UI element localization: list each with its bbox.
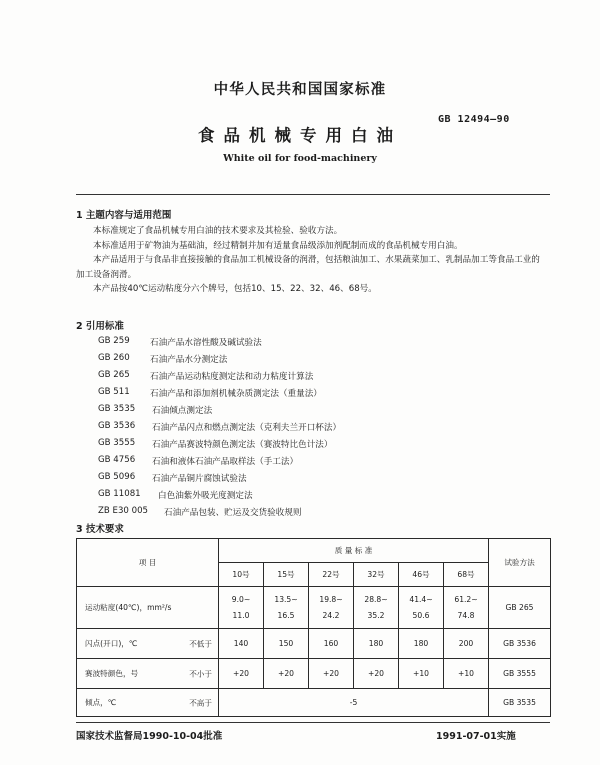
value-min: 9.0~	[231, 594, 251, 604]
method-cell: GB 3536	[489, 629, 551, 659]
value-min: 19.8~	[319, 594, 343, 604]
scope-paragraph: 本产品按40℃运动粘度分六个牌号，包括10、15、22、32、46、68号。	[93, 284, 377, 294]
document-subtitle: White oil for food-machinery	[223, 153, 377, 164]
reference-title: 石油产品水溶性酸及碱试验法	[150, 338, 262, 348]
spec-table	[76, 538, 551, 717]
value-cell	[444, 587, 489, 629]
value-max: 11.0	[232, 610, 250, 620]
reference-title: 石油倾点测定法	[152, 406, 213, 416]
section-heading-technical: 3 技术要求	[76, 524, 124, 535]
merged-value-cell: -5	[219, 689, 489, 717]
value-cell: +10	[399, 659, 444, 689]
method-cell: GB 265	[489, 587, 551, 629]
value-cell: +10	[444, 659, 489, 689]
property-label: 闪点(开口)，℃	[85, 639, 138, 648]
property-cell	[77, 689, 219, 717]
table-row	[77, 659, 551, 689]
scope-body	[76, 224, 548, 297]
value-cell: 150	[264, 629, 309, 659]
property-label: 运动粘度(40℃)，mm²/s	[85, 603, 172, 612]
reference-code: GB 5096	[98, 472, 136, 482]
property-cell	[77, 587, 219, 629]
table-row	[77, 689, 551, 717]
item-header: 项 目	[77, 539, 219, 587]
property-cell	[77, 629, 219, 659]
scope-paragraph: 本产品适用于与食品非直接接触的食品加工机械设备的润滑，包括粮油加工、水果蔬菜加工、乳制品加工等食品工业的加工设备润滑。	[76, 255, 540, 280]
reference-code: GB 3535	[98, 404, 136, 414]
value-min: 41.4~	[409, 594, 433, 604]
table-row	[77, 587, 551, 629]
value-cell: 180	[399, 629, 444, 659]
reference-title: 石油和液体石油产品取样法（手工法）	[152, 457, 299, 467]
standard-code: GB 12494—90	[438, 114, 510, 125]
quality-header: 质 量 标 准	[219, 539, 489, 563]
scope-paragraph: 本标准适用于矿物油为基础油，经过精制并加有适量食品级添加剂配制而成的食品机械专用白油。	[93, 240, 463, 251]
value-cell	[399, 587, 444, 629]
reference-code: GB 3536	[98, 421, 136, 431]
value-cell: 140	[219, 629, 264, 659]
table-header-row	[77, 539, 551, 563]
condition-label: 不小于	[189, 669, 212, 678]
value-max: 24.2	[322, 610, 340, 620]
method-header: 试验方法	[489, 539, 551, 587]
grade-header: 22号	[309, 563, 354, 587]
reference-code: GB 265	[98, 370, 130, 380]
condition-label: 不高于	[189, 698, 212, 707]
reference-code: GB 259	[98, 336, 130, 346]
grade-header: 15号	[264, 563, 309, 587]
value-cell	[219, 587, 264, 629]
implementation-date: 1991-07-01实施	[436, 731, 516, 742]
method-cell: GB 3535	[489, 689, 551, 717]
approval-line: 国家技术监督局1990-10-04批准	[76, 731, 223, 742]
value-cell: +20	[354, 659, 399, 689]
value-cell: +20	[309, 659, 354, 689]
reference-title: 石油产品闪点和燃点测定法（克利夫兰开口杯法）	[152, 423, 342, 433]
value-cell: 180	[354, 629, 399, 659]
table-row	[77, 629, 551, 659]
document-title: 食品机械专用白油	[198, 126, 402, 145]
value-cell: 200	[444, 629, 489, 659]
value-max: 35.2	[367, 610, 385, 620]
value-max: 50.6	[412, 610, 430, 620]
value-cell: +20	[219, 659, 264, 689]
grade-header: 10号	[219, 563, 264, 587]
grade-header: 46号	[399, 563, 444, 587]
value-min: 28.8~	[364, 594, 388, 604]
property-label: 倾点，℃	[85, 698, 117, 707]
reference-title: 石油产品水分测定法	[150, 355, 228, 365]
reference-code: GB 11081	[98, 489, 141, 499]
reference-title: 石油产品包装、贮运及交货验收规则	[164, 508, 302, 518]
condition-label: 不低于	[189, 639, 212, 648]
grade-header: 68号	[444, 563, 489, 587]
reference-code: GB 511	[98, 387, 130, 397]
value-max: 16.5	[277, 610, 295, 620]
value-min: 13.5~	[274, 594, 298, 604]
header-rule	[76, 194, 550, 195]
reference-code: GB 3555	[98, 438, 136, 448]
reference-title: 石油产品铜片腐蚀试验法	[152, 474, 247, 484]
section-heading-scope: 1 主题内容与适用范围	[76, 210, 172, 221]
value-cell: 160	[309, 629, 354, 659]
footer-rule	[76, 722, 550, 723]
value-cell	[354, 587, 399, 629]
value-min: 61.2~	[454, 594, 478, 604]
property-cell	[77, 659, 219, 689]
reference-code: GB 4756	[98, 455, 136, 465]
grade-header: 32号	[354, 563, 399, 587]
section-heading-references: 2 引用标准	[76, 321, 124, 332]
value-cell	[264, 587, 309, 629]
scope-paragraph: 本标准规定了食品机械专用白油的技术要求及其检验、验收方法。	[93, 226, 343, 236]
value-max: 74.8	[457, 610, 475, 620]
value-cell	[309, 587, 354, 629]
national-standard-heading: 中华人民共和国国家标准	[213, 82, 387, 98]
reference-title: 石油产品和添加剂机械杂质测定法（重量法）	[150, 389, 322, 399]
reference-title: 白色油紫外吸光度测定法	[158, 491, 253, 501]
reference-code: GB 260	[98, 353, 130, 363]
method-cell: GB 3555	[489, 659, 551, 689]
value-cell: +20	[264, 659, 309, 689]
reference-title: 石油产品赛波特颜色测定法（赛波特比色计法）	[152, 440, 333, 450]
property-label: 赛波特颜色，号	[85, 669, 139, 678]
reference-code: ZB E30 005	[98, 506, 149, 516]
reference-title: 石油产品运动粘度测定法和动力粘度计算法	[150, 372, 314, 382]
